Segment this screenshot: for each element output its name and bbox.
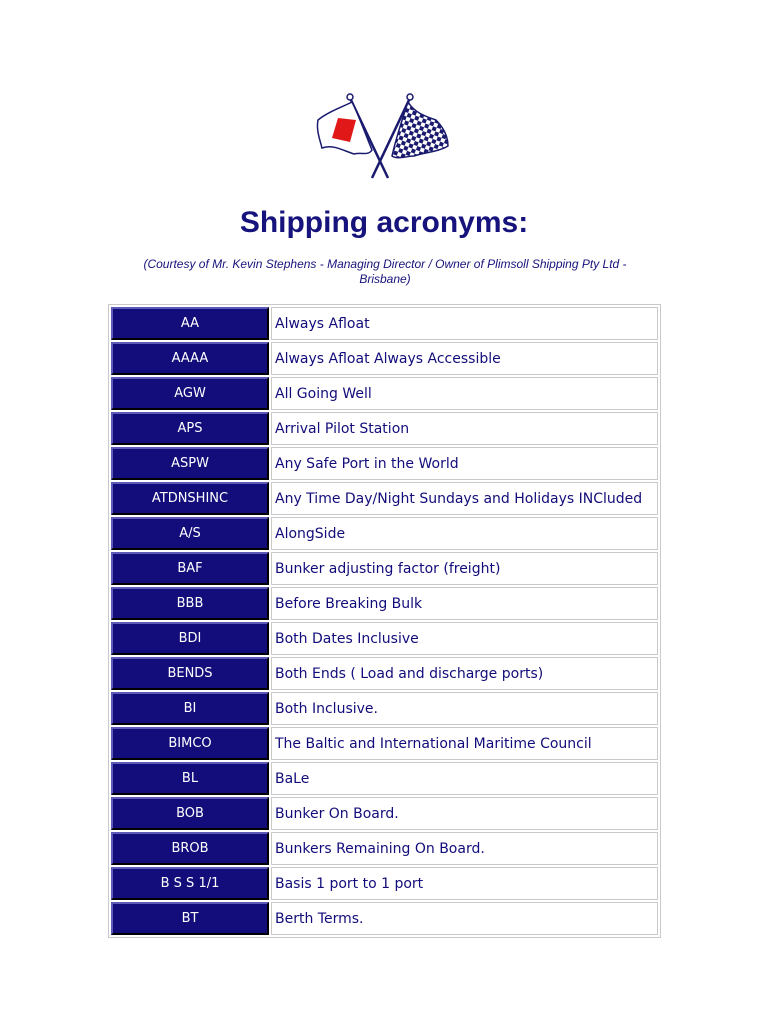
page-title: Shipping acronyms:: [239, 206, 529, 239]
acronym-row: [111, 307, 658, 340]
acronym-row: [111, 727, 658, 760]
acronym-code: BIMCO: [111, 727, 269, 760]
acronym-meaning: Bunkers Remaining On Board.: [271, 832, 658, 865]
acronym-code: BAF: [111, 552, 269, 585]
acronym-meaning: Berth Terms.: [271, 902, 658, 935]
acronym-row: [111, 587, 658, 620]
acronym-meaning: Always Afloat Always Accessible: [271, 342, 658, 375]
acronym-code: BOB: [111, 797, 269, 830]
acronym-code: AAAA: [111, 342, 269, 375]
acronym-code: BBB: [111, 587, 269, 620]
acronym-row: [111, 867, 658, 900]
acronym-row: [111, 482, 658, 515]
acronym-meaning: Before Breaking Bulk: [271, 587, 658, 620]
acronym-row: [111, 447, 658, 480]
acronym-row: [111, 517, 658, 550]
acronym-meaning: Bunker On Board.: [271, 797, 658, 830]
acronym-code: APS: [111, 412, 269, 445]
acronym-row: [111, 762, 658, 795]
acronym-meaning: Any Safe Port in the World: [271, 447, 658, 480]
acronym-meaning: Basis 1 port to 1 port: [271, 867, 658, 900]
crossed-flags-icon: [310, 90, 455, 185]
acronym-code: BDI: [111, 622, 269, 655]
acronym-code: BENDS: [111, 657, 269, 690]
acronym-row: [111, 692, 658, 725]
acronym-meaning: Both Dates Inclusive: [271, 622, 658, 655]
acronym-meaning: Both Ends ( Load and discharge ports): [271, 657, 658, 690]
acronym-code: BL: [111, 762, 269, 795]
acronym-meaning: Always Afloat: [271, 307, 658, 340]
acronym-meaning: AlongSide: [271, 517, 658, 550]
acronym-row: [111, 797, 658, 830]
acronym-code: BROB: [111, 832, 269, 865]
acronym-code: BT: [111, 902, 269, 935]
acronym-row: [111, 552, 658, 585]
acronym-row: [111, 412, 658, 445]
acronym-meaning: Both Inclusive.: [271, 692, 658, 725]
acronym-code: ASPW: [111, 447, 269, 480]
acronym-meaning: Any Time Day/Night Sundays and Holidays INCluded: [271, 482, 658, 515]
acronym-table: [108, 304, 661, 938]
acronym-table-body: [111, 307, 658, 935]
acronym-code: ATDNSHINC: [111, 482, 269, 515]
acronym-row: [111, 622, 658, 655]
acronym-meaning: Arrival Pilot Station: [271, 412, 658, 445]
acronym-meaning: The Baltic and International Maritime Council: [271, 727, 658, 760]
acronym-row: [111, 377, 658, 410]
acronym-row: [111, 342, 658, 375]
acronym-meaning: BaLe: [271, 762, 658, 795]
acronym-code: B S S 1/1: [111, 867, 269, 900]
acronym-row: [111, 902, 658, 935]
acronym-row: [111, 657, 658, 690]
acronym-code: AGW: [111, 377, 269, 410]
acronym-row: [111, 832, 658, 865]
credit-note: (Courtesy of Mr. Kevin Stephens - Managing Director / Owner of Plimsoll Shipping Pty Ltd - Brisbane): [143, 257, 627, 286]
acronym-meaning: Bunker adjusting factor (freight): [271, 552, 658, 585]
acronym-meaning: All Going Well: [271, 377, 658, 410]
acronym-code: A/S: [111, 517, 269, 550]
acronym-code: AA: [111, 307, 269, 340]
acronym-code: BI: [111, 692, 269, 725]
